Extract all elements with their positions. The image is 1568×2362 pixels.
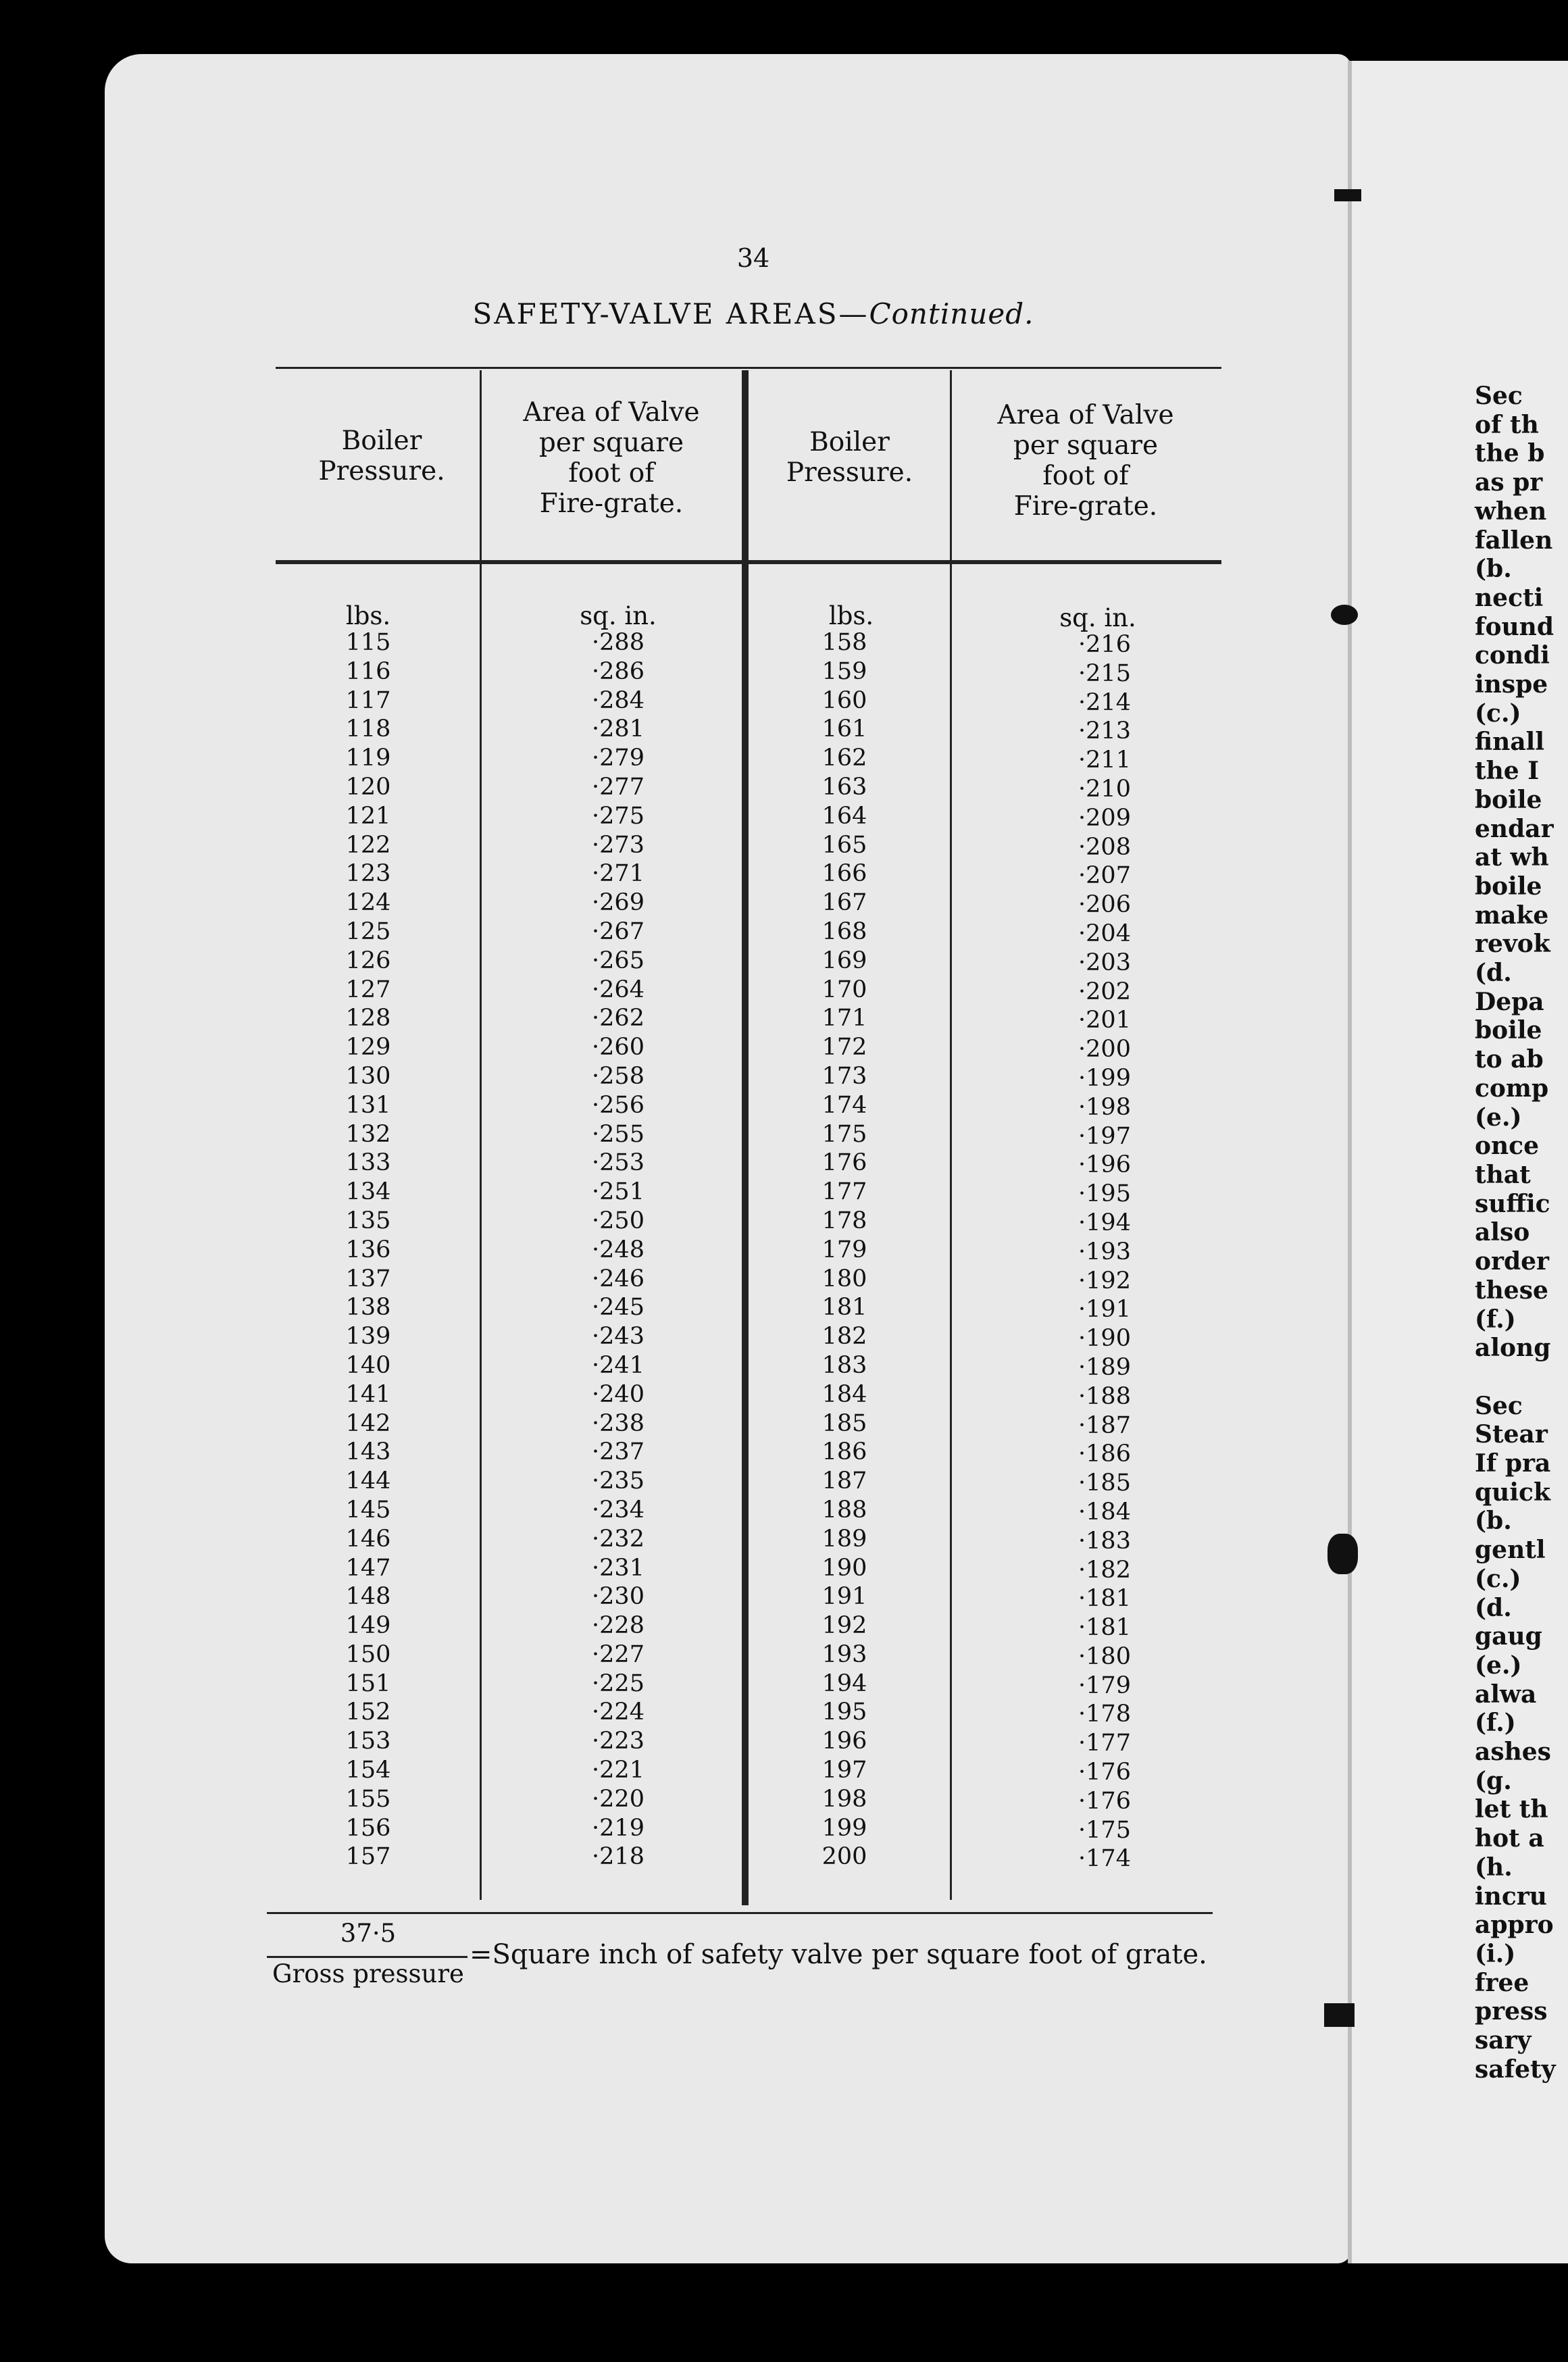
table-cell-pressure: 152 xyxy=(345,1699,391,1726)
table-cell-area: ·178 xyxy=(1078,1701,1131,1728)
table-cell-area: ·219 xyxy=(592,1814,644,1842)
table-cell-pressure: 123 xyxy=(345,860,391,888)
table-cell-pressure: 139 xyxy=(345,1323,391,1351)
table-cell-pressure: 192 xyxy=(821,1612,867,1640)
table-cell-pressure: 155 xyxy=(345,1785,391,1813)
table-cell-pressure: 175 xyxy=(821,1120,867,1148)
header-line: per square xyxy=(538,428,684,458)
table-cell-pressure: 181 xyxy=(821,1294,867,1322)
column-rule-3 xyxy=(950,370,952,1900)
table-cell-pressure: 129 xyxy=(345,1034,391,1061)
table-cell-pressure: 164 xyxy=(821,802,867,830)
table-cell-pressure: 189 xyxy=(821,1525,867,1553)
table-cell-area: ·235 xyxy=(592,1467,644,1495)
table-cell-area: ·227 xyxy=(592,1640,644,1668)
table-cell-pressure: 134 xyxy=(345,1178,391,1206)
binding-mark xyxy=(1324,2003,1355,2027)
table-cell-pressure: 185 xyxy=(821,1409,867,1437)
table-cell-area: ·220 xyxy=(592,1785,644,1813)
left-area-column xyxy=(534,628,703,1871)
table-cell-area: ·258 xyxy=(592,1062,644,1090)
table-cell-pressure: 168 xyxy=(821,918,867,945)
table-cell-pressure: 170 xyxy=(821,976,867,1003)
table-cell-pressure: 120 xyxy=(345,773,391,801)
table-cell-pressure: 125 xyxy=(345,918,391,945)
table-cell-area: ·253 xyxy=(592,1149,644,1177)
table-cell-pressure: 200 xyxy=(821,1843,867,1871)
table-cell-pressure: 158 xyxy=(821,629,867,656)
table-cell-area: ·193 xyxy=(1078,1238,1131,1265)
table-cell-area: ·210 xyxy=(1078,775,1131,803)
table-cell-area: ·175 xyxy=(1078,1816,1131,1844)
table-cell-pressure: 126 xyxy=(345,947,391,974)
table-cell-area: ·179 xyxy=(1078,1672,1131,1699)
header-line: Boiler xyxy=(341,426,422,456)
table-cell-pressure: 122 xyxy=(345,831,391,859)
table-cell-pressure: 197 xyxy=(821,1757,867,1784)
table-cell-area: ·216 xyxy=(1078,631,1131,658)
table-cell-area: ·214 xyxy=(1078,688,1131,716)
table-cell-area: ·181 xyxy=(1078,1614,1131,1642)
fraction-bar xyxy=(267,1956,467,1958)
table-cell-pressure: 148 xyxy=(345,1583,391,1611)
table-cell-pressure: 157 xyxy=(345,1843,391,1871)
table-cell-area: ·228 xyxy=(592,1612,644,1640)
table-cell-pressure: 165 xyxy=(821,831,867,859)
table-cell-pressure: 131 xyxy=(345,1091,391,1119)
table-cell-area: ·273 xyxy=(592,831,644,859)
table-cell-pressure: 145 xyxy=(345,1496,391,1524)
table-cell-pressure: 124 xyxy=(345,889,391,917)
right-pressure-column xyxy=(763,628,926,1871)
table-cell-pressure: 141 xyxy=(345,1380,391,1408)
table-cell-pressure: 118 xyxy=(345,715,391,743)
table-cell-area: ·262 xyxy=(592,1005,644,1032)
center-heavy-rule xyxy=(742,370,749,1905)
table-cell-area: ·275 xyxy=(592,802,644,830)
table-cell-area: ·197 xyxy=(1078,1122,1131,1150)
table-cell-area: ·200 xyxy=(1078,1036,1131,1063)
table-cell-pressure: 146 xyxy=(345,1525,391,1553)
table-top-rule xyxy=(276,367,1221,369)
table-cell-area: ·191 xyxy=(1078,1296,1131,1324)
binding-mark xyxy=(1334,189,1361,201)
table-cell-pressure: 143 xyxy=(345,1438,391,1466)
title-continued: Continued. xyxy=(869,297,1034,330)
facing-page-text: Sec of th the b as pr when fallen (b. necti found condi inspe (c.) finall the I boile endar at wh boile make revok (d. Depa boile to ab comp (e.) once that suffic also order these (f.) along Sec Stear If pra quick (b. gentl (c.) (d. gaug (e.) alwa (f.) ashes (g. let th hot a (h. incru appro (i.) free press sary safety xyxy=(1475,382,1556,2084)
table-cell-pressure: 115 xyxy=(345,629,391,656)
table-cell-pressure: 142 xyxy=(345,1409,391,1437)
table-cell-area: ·260 xyxy=(592,1034,644,1061)
table-cell-pressure: 149 xyxy=(345,1612,391,1640)
table-cell-pressure: 162 xyxy=(821,745,867,772)
header-boiler-pressure-left xyxy=(284,426,480,486)
table-cell-area: ·277 xyxy=(592,773,644,801)
table-cell-area: ·284 xyxy=(592,686,644,714)
table-bottom-rule xyxy=(267,1912,1213,1914)
table-cell-pressure: 173 xyxy=(821,1062,867,1090)
table-cell-area: ·234 xyxy=(592,1496,644,1524)
table-cell-pressure: 119 xyxy=(345,745,391,772)
table-cell-area: ·206 xyxy=(1078,891,1131,919)
table-cell-area: ·256 xyxy=(592,1091,644,1119)
table-cell-area: ·194 xyxy=(1078,1209,1131,1236)
table-cell-area: ·243 xyxy=(592,1323,644,1351)
table-cell-area: ·238 xyxy=(592,1409,644,1437)
table-cell-pressure: 187 xyxy=(821,1467,867,1495)
table-cell-area: ·183 xyxy=(1078,1527,1131,1555)
table-cell-area: ·184 xyxy=(1078,1498,1131,1526)
left-pressure-column xyxy=(284,628,453,1871)
table-cell-area: ·255 xyxy=(592,1120,644,1148)
table-cell-pressure: 132 xyxy=(345,1120,391,1148)
header-line: foot of xyxy=(1042,461,1129,491)
table-cell-area: ·182 xyxy=(1078,1556,1131,1584)
table-cell-area: ·251 xyxy=(592,1178,644,1206)
table-cell-area: ·286 xyxy=(592,657,644,685)
table-cell-area: ·218 xyxy=(592,1843,644,1871)
table-cell-pressure: 147 xyxy=(345,1554,391,1582)
table-cell-pressure: 183 xyxy=(821,1351,867,1379)
header-line: Pressure. xyxy=(318,456,445,486)
header-line: foot of xyxy=(568,458,655,488)
header-line: Fire-grate. xyxy=(1013,491,1158,522)
table-cell-area: ·223 xyxy=(592,1728,644,1755)
table-cell-area: ·225 xyxy=(592,1669,644,1697)
table-cell-area: ·281 xyxy=(592,715,644,743)
header-line: Fire-grate. xyxy=(539,488,684,519)
table-cell-pressure: 182 xyxy=(821,1323,867,1351)
table-cell-pressure: 174 xyxy=(821,1091,867,1119)
table-cell-pressure: 178 xyxy=(821,1207,867,1234)
table-cell-pressure: 138 xyxy=(345,1294,391,1322)
table-cell-area: ·190 xyxy=(1078,1325,1131,1353)
table-cell-pressure: 176 xyxy=(821,1149,867,1177)
header-rule xyxy=(276,560,1221,564)
table-cell-area: ·208 xyxy=(1078,833,1131,861)
unit-lbs-right: lbs. xyxy=(828,601,874,630)
table-cell-pressure: 161 xyxy=(821,715,867,743)
table-cell-area: ·232 xyxy=(592,1525,644,1553)
table-cell-pressure: 167 xyxy=(821,889,867,917)
table-cell-area: ·176 xyxy=(1078,1787,1131,1815)
column-rule-1 xyxy=(480,370,482,1900)
page-title xyxy=(378,297,1128,330)
unit-lbs-left: lbs. xyxy=(345,601,391,630)
table-cell-pressure: 194 xyxy=(821,1669,867,1697)
table-cell-pressure: 151 xyxy=(345,1669,391,1697)
unit-sqin-right: sq. in. xyxy=(1059,603,1136,632)
table-cell-pressure: 163 xyxy=(821,773,867,801)
table-cell-pressure: 127 xyxy=(345,976,391,1003)
table-cell-area: ·195 xyxy=(1078,1180,1131,1208)
table-cell-pressure: 137 xyxy=(345,1265,391,1292)
binding-mark xyxy=(1327,1534,1358,1574)
table-cell-pressure: 171 xyxy=(821,1005,867,1032)
formula-denominator: Gross pressure xyxy=(272,1959,464,1988)
table-cell-area: ·237 xyxy=(592,1438,644,1466)
table-cell-area: ·181 xyxy=(1078,1585,1131,1613)
table-cell-area: ·180 xyxy=(1078,1642,1131,1670)
header-line: per square xyxy=(1013,430,1159,461)
table-cell-pressure: 195 xyxy=(821,1699,867,1726)
table-cell-pressure: 117 xyxy=(345,686,391,714)
table-cell-pressure: 154 xyxy=(345,1757,391,1784)
table-cell-pressure: 180 xyxy=(821,1265,867,1292)
table-cell-area: ·231 xyxy=(592,1554,644,1582)
table-cell-pressure: 190 xyxy=(821,1554,867,1582)
table-cell-pressure: 177 xyxy=(821,1178,867,1206)
table-cell-area: ·279 xyxy=(592,745,644,772)
table-cell-pressure: 198 xyxy=(821,1785,867,1813)
table-cell-pressure: 179 xyxy=(821,1236,867,1263)
table-cell-area: ·192 xyxy=(1078,1267,1131,1295)
table-cell-pressure: 116 xyxy=(345,657,391,685)
header-line: Boiler xyxy=(809,427,890,457)
table-cell-area: ·198 xyxy=(1078,1093,1131,1121)
table-cell-area: ·269 xyxy=(592,889,644,917)
table-cell-pressure: 166 xyxy=(821,860,867,888)
table-cell-pressure: 191 xyxy=(821,1583,867,1611)
header-boiler-pressure-right xyxy=(750,427,949,488)
table-cell-pressure: 160 xyxy=(821,686,867,714)
table-cell-area: ·176 xyxy=(1078,1759,1131,1786)
table-cell-pressure: 193 xyxy=(821,1640,867,1668)
unit-sqin-left: sq. in. xyxy=(580,601,657,630)
table-cell-pressure: 156 xyxy=(345,1814,391,1842)
header-line: Area of Valve xyxy=(523,397,700,428)
table-cell-pressure: 136 xyxy=(345,1236,391,1263)
table-cell-area: ·250 xyxy=(592,1207,644,1234)
table-cell-area: ·248 xyxy=(592,1236,644,1263)
table-cell-area: ·196 xyxy=(1078,1151,1131,1179)
table-cell-area: ·189 xyxy=(1078,1353,1131,1381)
header-line: Pressure. xyxy=(786,457,913,488)
table-cell-area: ·230 xyxy=(592,1583,644,1611)
table-cell-area: ·188 xyxy=(1078,1382,1131,1410)
table-cell-pressure: 121 xyxy=(345,802,391,830)
table-cell-area: ·267 xyxy=(592,918,644,945)
formula-numerator: 37·5 xyxy=(340,1919,397,1948)
table-cell-pressure: 186 xyxy=(821,1438,867,1466)
table-cell-pressure: 184 xyxy=(821,1380,867,1408)
table-cell-area: ·201 xyxy=(1078,1007,1131,1034)
table-cell-pressure: 130 xyxy=(345,1062,391,1090)
table-cell-pressure: 140 xyxy=(345,1351,391,1379)
table-cell-area: ·204 xyxy=(1078,920,1131,947)
table-cell-pressure: 188 xyxy=(821,1496,867,1524)
table-cell-area: ·174 xyxy=(1078,1845,1131,1873)
table-cell-area: ·199 xyxy=(1078,1064,1131,1092)
table-cell-area: ·207 xyxy=(1078,862,1131,890)
table-cell-area: ·224 xyxy=(592,1699,644,1726)
table-cell-area: ·241 xyxy=(592,1351,644,1379)
title-main: SAFETY-VALVE AREAS— xyxy=(472,297,869,330)
table-cell-area: ·211 xyxy=(1078,747,1131,774)
table-cell-area: ·202 xyxy=(1078,978,1131,1005)
table-cell-area: ·221 xyxy=(592,1757,644,1784)
table-cell-area: ·177 xyxy=(1078,1730,1131,1757)
table-cell-pressure: 199 xyxy=(821,1814,867,1842)
table-cell-area: ·240 xyxy=(592,1380,644,1408)
table-cell-area: ·215 xyxy=(1078,659,1131,687)
table-cell-pressure: 153 xyxy=(345,1728,391,1755)
table-cell-area: ·209 xyxy=(1078,804,1131,832)
table-cell-pressure: 150 xyxy=(345,1640,391,1668)
table-cell-area: ·185 xyxy=(1078,1469,1131,1497)
table-cell-area: ·288 xyxy=(592,629,644,656)
table-cell-area: ·245 xyxy=(592,1294,644,1322)
right-area-column xyxy=(1020,630,1189,1874)
table-cell-pressure: 133 xyxy=(345,1149,391,1177)
table-cell-area: ·265 xyxy=(592,947,644,974)
table-cell-pressure: 128 xyxy=(345,1005,391,1032)
table-cell-pressure: 159 xyxy=(821,657,867,685)
binding-mark xyxy=(1331,605,1358,625)
header-line: Area of Valve xyxy=(997,400,1174,430)
table-cell-area: ·186 xyxy=(1078,1440,1131,1468)
table-cell-area: ·271 xyxy=(592,860,644,888)
table-cell-pressure: 135 xyxy=(345,1207,391,1234)
table-cell-area: ·203 xyxy=(1078,949,1131,976)
table-cell-area: ·187 xyxy=(1078,1411,1131,1439)
table-cell-pressure: 196 xyxy=(821,1728,867,1755)
table-cell-pressure: 144 xyxy=(345,1467,391,1495)
page-number: 34 xyxy=(736,243,770,273)
table-cell-area: ·264 xyxy=(592,976,644,1003)
table-cell-pressure: 169 xyxy=(821,947,867,974)
header-area-left xyxy=(483,397,740,519)
table-cell-area: ·246 xyxy=(592,1265,644,1292)
header-area-right xyxy=(954,400,1217,522)
table-cell-pressure: 172 xyxy=(821,1034,867,1061)
formula-result: =Square inch of safety valve per square foot of grate. xyxy=(470,1939,1207,1970)
table-cell-area: ·213 xyxy=(1078,718,1131,745)
